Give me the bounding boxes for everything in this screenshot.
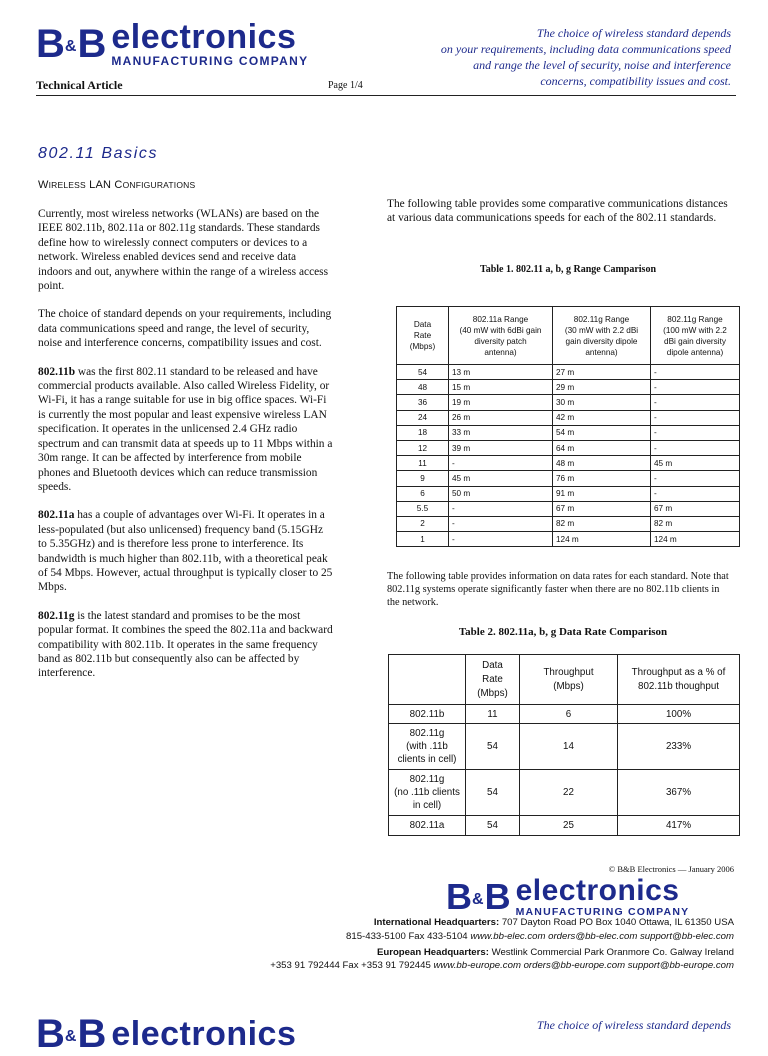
header-throughput-percent: Throughput as a % of 802.11b thoughput: [618, 655, 740, 705]
table-row: 802.11g (no .11b clients in cell) 54 22 367%: [389, 770, 740, 816]
range-comparison-table: [396, 306, 740, 547]
header-data-rate: Data Rate (Mbps): [466, 655, 520, 705]
table-row: 802.11g (with .11b clients in cell) 54 14 233%: [389, 724, 740, 770]
header-standard: [389, 655, 466, 705]
paragraph-80211b: 802.11b was the first 802.11 standard to be released and have commercial products available. Also called Wireless Fidelity, or Wi-Fi, it has a range suitable for use in big office spaces. Wi-Fi is currently the most popular and least expensive wireless LAN specification. It operates in the unlicensed 2.4 GHz radio spectrum and can transmit data at speeds up to 11 Mbps within a 30m range. It can be affected by interference from mobile phones and Bluetooth devices which can reduce transmission speeds.: [38, 365, 333, 493]
table-row: 9 45 m 76 m -: [397, 471, 740, 486]
paragraph-intro: Currently, most wireless networks (WLANs) are based on the IEEE 802.11b, 802.11a or 802.11g standards. These standards define how to wirelessly connect computers or devices to a network. Wireless enabled devices send and receive data indoors and out, anywhere within the range of a wireless access point.: [38, 208, 329, 293]
logo-wordmark: electronics: [111, 1015, 297, 1053]
header-tagline: The choice of wireless standard depends on your requirements, including data communications speed and range the level of security, noise and interference concerns, compatibility issues and cost.: [440, 26, 731, 88]
european-hq-links[interactable]: www.bb-europe.com orders@bb-europe.com support@bb-europe.com: [433, 960, 734, 971]
header-80211a-range: 802.11a Range (40 mW with 6dBi gain diversity patch antenna): [449, 307, 553, 365]
left-column: [38, 207, 333, 695]
logo-monogram: B & B: [36, 1012, 106, 1056]
article-type-label: Technical Article: [36, 78, 123, 92]
table-row: 5.5 - 67 m 67 m: [397, 501, 740, 516]
header-data-rate: Data Rate (Mbps): [397, 307, 449, 365]
logo-wordmark: electronics MANUFACTURING COMPANY: [515, 874, 690, 918]
table1-intro: The following table provides some comparative communications distances at various data communications speeds for each of the 802.11 standards.: [387, 198, 728, 225]
table-row: 54 13 m 27 m -: [397, 365, 740, 380]
table-row: 48 15 m 29 m -: [397, 380, 740, 395]
table-row: 6 50 m 91 m -: [397, 486, 740, 501]
header-80211g-range-30mw: 802.11g Range (30 mW with 2.2 dBi gain diversity dipole antenna): [553, 307, 651, 365]
table-row: 2 - 82 m 82 m: [397, 516, 740, 531]
copyright-notice: © B&B Electronics — January 2006: [608, 864, 734, 874]
page-number: Page 1/4: [328, 80, 363, 91]
table-row: 11 - 48 m 45 m: [397, 456, 740, 471]
table1-caption: Table 1. 802.11 a, b, g Range Camparison: [479, 264, 657, 275]
table-row: 802.11a 54 25 417%: [389, 816, 740, 836]
paragraph-choice: The choice of standard depends on your requirements, including data communications speed and range, the level of security, noise and interference concerns, compatibility issues and cost.: [38, 308, 332, 350]
table2-intro: The following table provides information on data rates for each standard. Note that 802.11g systems operate significantly faster when there are no 802.11b clients in the network.: [387, 571, 729, 608]
article-title: 802.11 Basics: [38, 145, 159, 162]
company-logo: [36, 20, 308, 67]
paragraph-80211a: 802.11a has a couple of advantages over Wi-Fi. It operates in a less-populated (but also unlicensed) frequency band (5.15GHz to 5.35GHz) and is therefore less prone to interference. Its bandwidth is much higher than 802.11b, with a theoretical peak of 54 Mbps. However, actual throughput is typically closer to 25 Mbps.: [38, 509, 333, 594]
logo-monogram: B & B: [446, 875, 510, 917]
logo-monogram: B & B: [36, 21, 106, 66]
header-80211g-range-100mw: 802.11g Range (100 mW with 2.2 dBi gain diversity dipole antenna): [651, 307, 740, 365]
international-hq-links[interactable]: www.bb-elec.com orders@bb-elec.com support@bb-elec.com: [470, 931, 734, 942]
data-rate-comparison-table: [388, 654, 740, 836]
next-page-tagline: The choice of wireless standard depends: [536, 1018, 731, 1032]
footer-logo: [446, 876, 689, 918]
table2-caption: Table 2. 802.11a, b, g Data Rate Comparison: [458, 626, 668, 638]
logo-wordmark: electronics MANUFACTURING COMPANY: [111, 18, 309, 68]
european-hq-contact: +353 91 792444 Fax +353 91 792445 www.bb-europe.com orders@bb-europe.com support@bb-europe.com: [270, 960, 734, 971]
paragraph-80211g: 802.11g is the latest standard and promises to be the most popular format. It combines the speed the 802.11a and backward compatibility with 802.11b. It operates in the same frequency band as 802.11b but consequently also can be affected by interference.: [38, 609, 333, 680]
table-row: 12 39 m 64 m -: [397, 440, 740, 455]
next-page-logo: [36, 1014, 296, 1054]
international-hq-address: International Headquarters: 707 Dayton Road PO Box 1040 Ottawa, IL 61350 USA: [373, 917, 734, 928]
international-hq-contact: 815-433-5100 Fax 433-5104 www.bb-elec.com orders@bb-elec.com support@bb-elec.com: [346, 931, 734, 942]
header-divider: [36, 95, 736, 96]
european-hq-address: European Headquarters: Westlink Commercial Park Oranmore Co. Galway Ireland: [376, 947, 734, 958]
table-row: 802.11b 11 6 100%: [389, 705, 740, 724]
table-row: 18 33 m 54 m -: [397, 425, 740, 440]
table-row: 36 19 m 30 m -: [397, 395, 740, 410]
table-row: 1 - 124 m 124 m: [397, 532, 740, 547]
section-heading: WIRELESS LAN CONFIGURATIONS: [38, 179, 196, 191]
header-throughput: Throughput (Mbps): [520, 655, 618, 705]
table-row: 24 26 m 42 m -: [397, 410, 740, 425]
